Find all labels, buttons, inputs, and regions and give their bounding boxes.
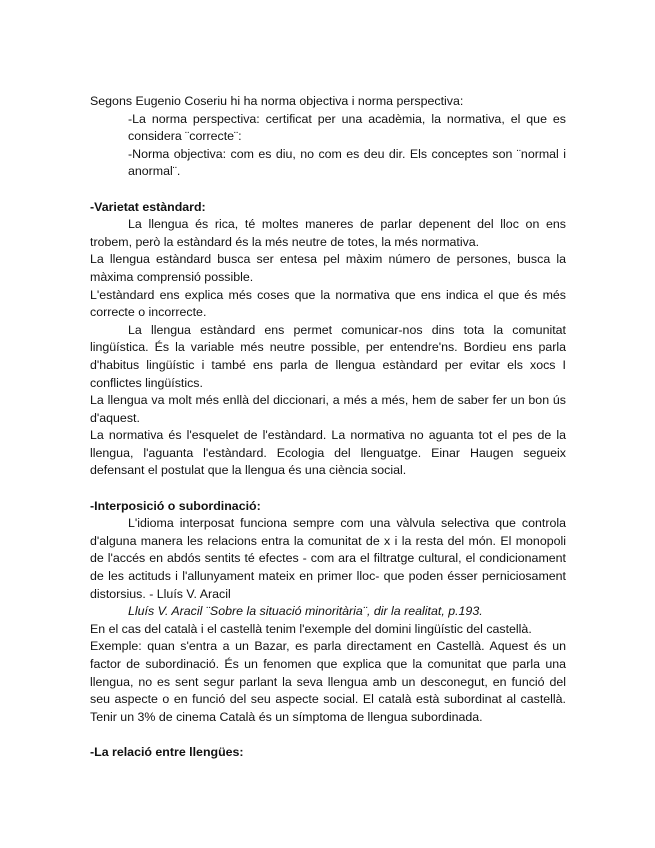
paragraph: La llengua estàndard busca ser entesa pel màxim número de persones, busca la màxima comprensió possible. [90, 252, 566, 284]
citation: Lluís V. Aracil ¨Sobre la situació minoritària¨, dir la realitat, p.193. [128, 604, 483, 619]
intro-line: Segons Eugenio Coseriu hi ha norma objectiva i norma perspectiva: [90, 94, 464, 108]
paragraph: La llengua és rica, té moltes maneres de parlar depenent del lloc on ens trobem, però la estàndard és la més neutre de totes, la més normativa. [90, 217, 566, 249]
section-heading-relacio: -La relació entre llengües: [90, 744, 244, 759]
paragraph: La llengua va molt més enllà del diccionari, a més a més, hem de saber fer un bon ús d'aquest. [90, 393, 566, 425]
spacer [90, 181, 566, 199]
paragraph: L'estàndard ens explica més coses que la normativa que ens indica el que és més correcte o incorrecte. [90, 287, 566, 320]
spacer [90, 480, 566, 498]
section-heading-interposicio: -Interposició o subordinació: [90, 498, 261, 513]
intro-item-objectiva: -Norma objectiva: com es diu, no com es deu dir. Els conceptes son ¨normal i anormal¨. [128, 146, 566, 179]
spacer [90, 726, 566, 744]
paragraph: La llengua estàndard ens permet comunicar-nos dins tota la comunitat lingüística. És la variable més neutre possible, per entendre'ns. Bordieu ens parla d'habitus lingüístic i també ens parla de llengua estàndard per evitar els xocs I conflictes lingüístics. [90, 322, 566, 390]
quote-paragraph: L'idioma interposat funciona sempre com una vàlvula selectiva que controla d'alguna manera les relacions entra la comunitat de x i la resta del món. El monopoli de l'accés en abdós sentits té efectes - com ara el filtratge cultural, el condicionament de les actituds i l'allunyament mateix en primer lloc- que poden ésser perniciosament distorsius. - Lluís V. Aracil [90, 516, 566, 601]
document-body [90, 93, 566, 762]
paragraph: En el cas del català i el castellà tenim l'exemple del domini lingüístic del castellà. [90, 621, 532, 636]
paragraph: La normativa és l'esquelet de l'estàndard. La normativa no aguanta tot el pes de la llengua, l'aguanta l'estàndard. Ecologia del llenguatge. Einar Haugen segueix defensant el postulat que la llengua és una ciència social. [90, 428, 566, 478]
paragraph: Exemple: quan s'entra a un Bazar, es parla directament en Castellà. Aquest és un factor de subordinació. És un fenomen que explica que la comunitat que parla una llengua, no es sent segur parlant la seva llengua amb un desconegut, en funció del seu aspecte o en funció del seu aspecte social. El català està subordinat al castellà. Tenir un 3% de cinema Català és un símptoma de llengua subordinada. [90, 639, 566, 724]
section-heading-varietat: -Varietat estàndard: [90, 199, 206, 214]
intro-item-perspectiva: -La norma perspectiva: certificat per una acadèmia, la normativa, el que es considera ¨correcte¨: [128, 111, 566, 144]
